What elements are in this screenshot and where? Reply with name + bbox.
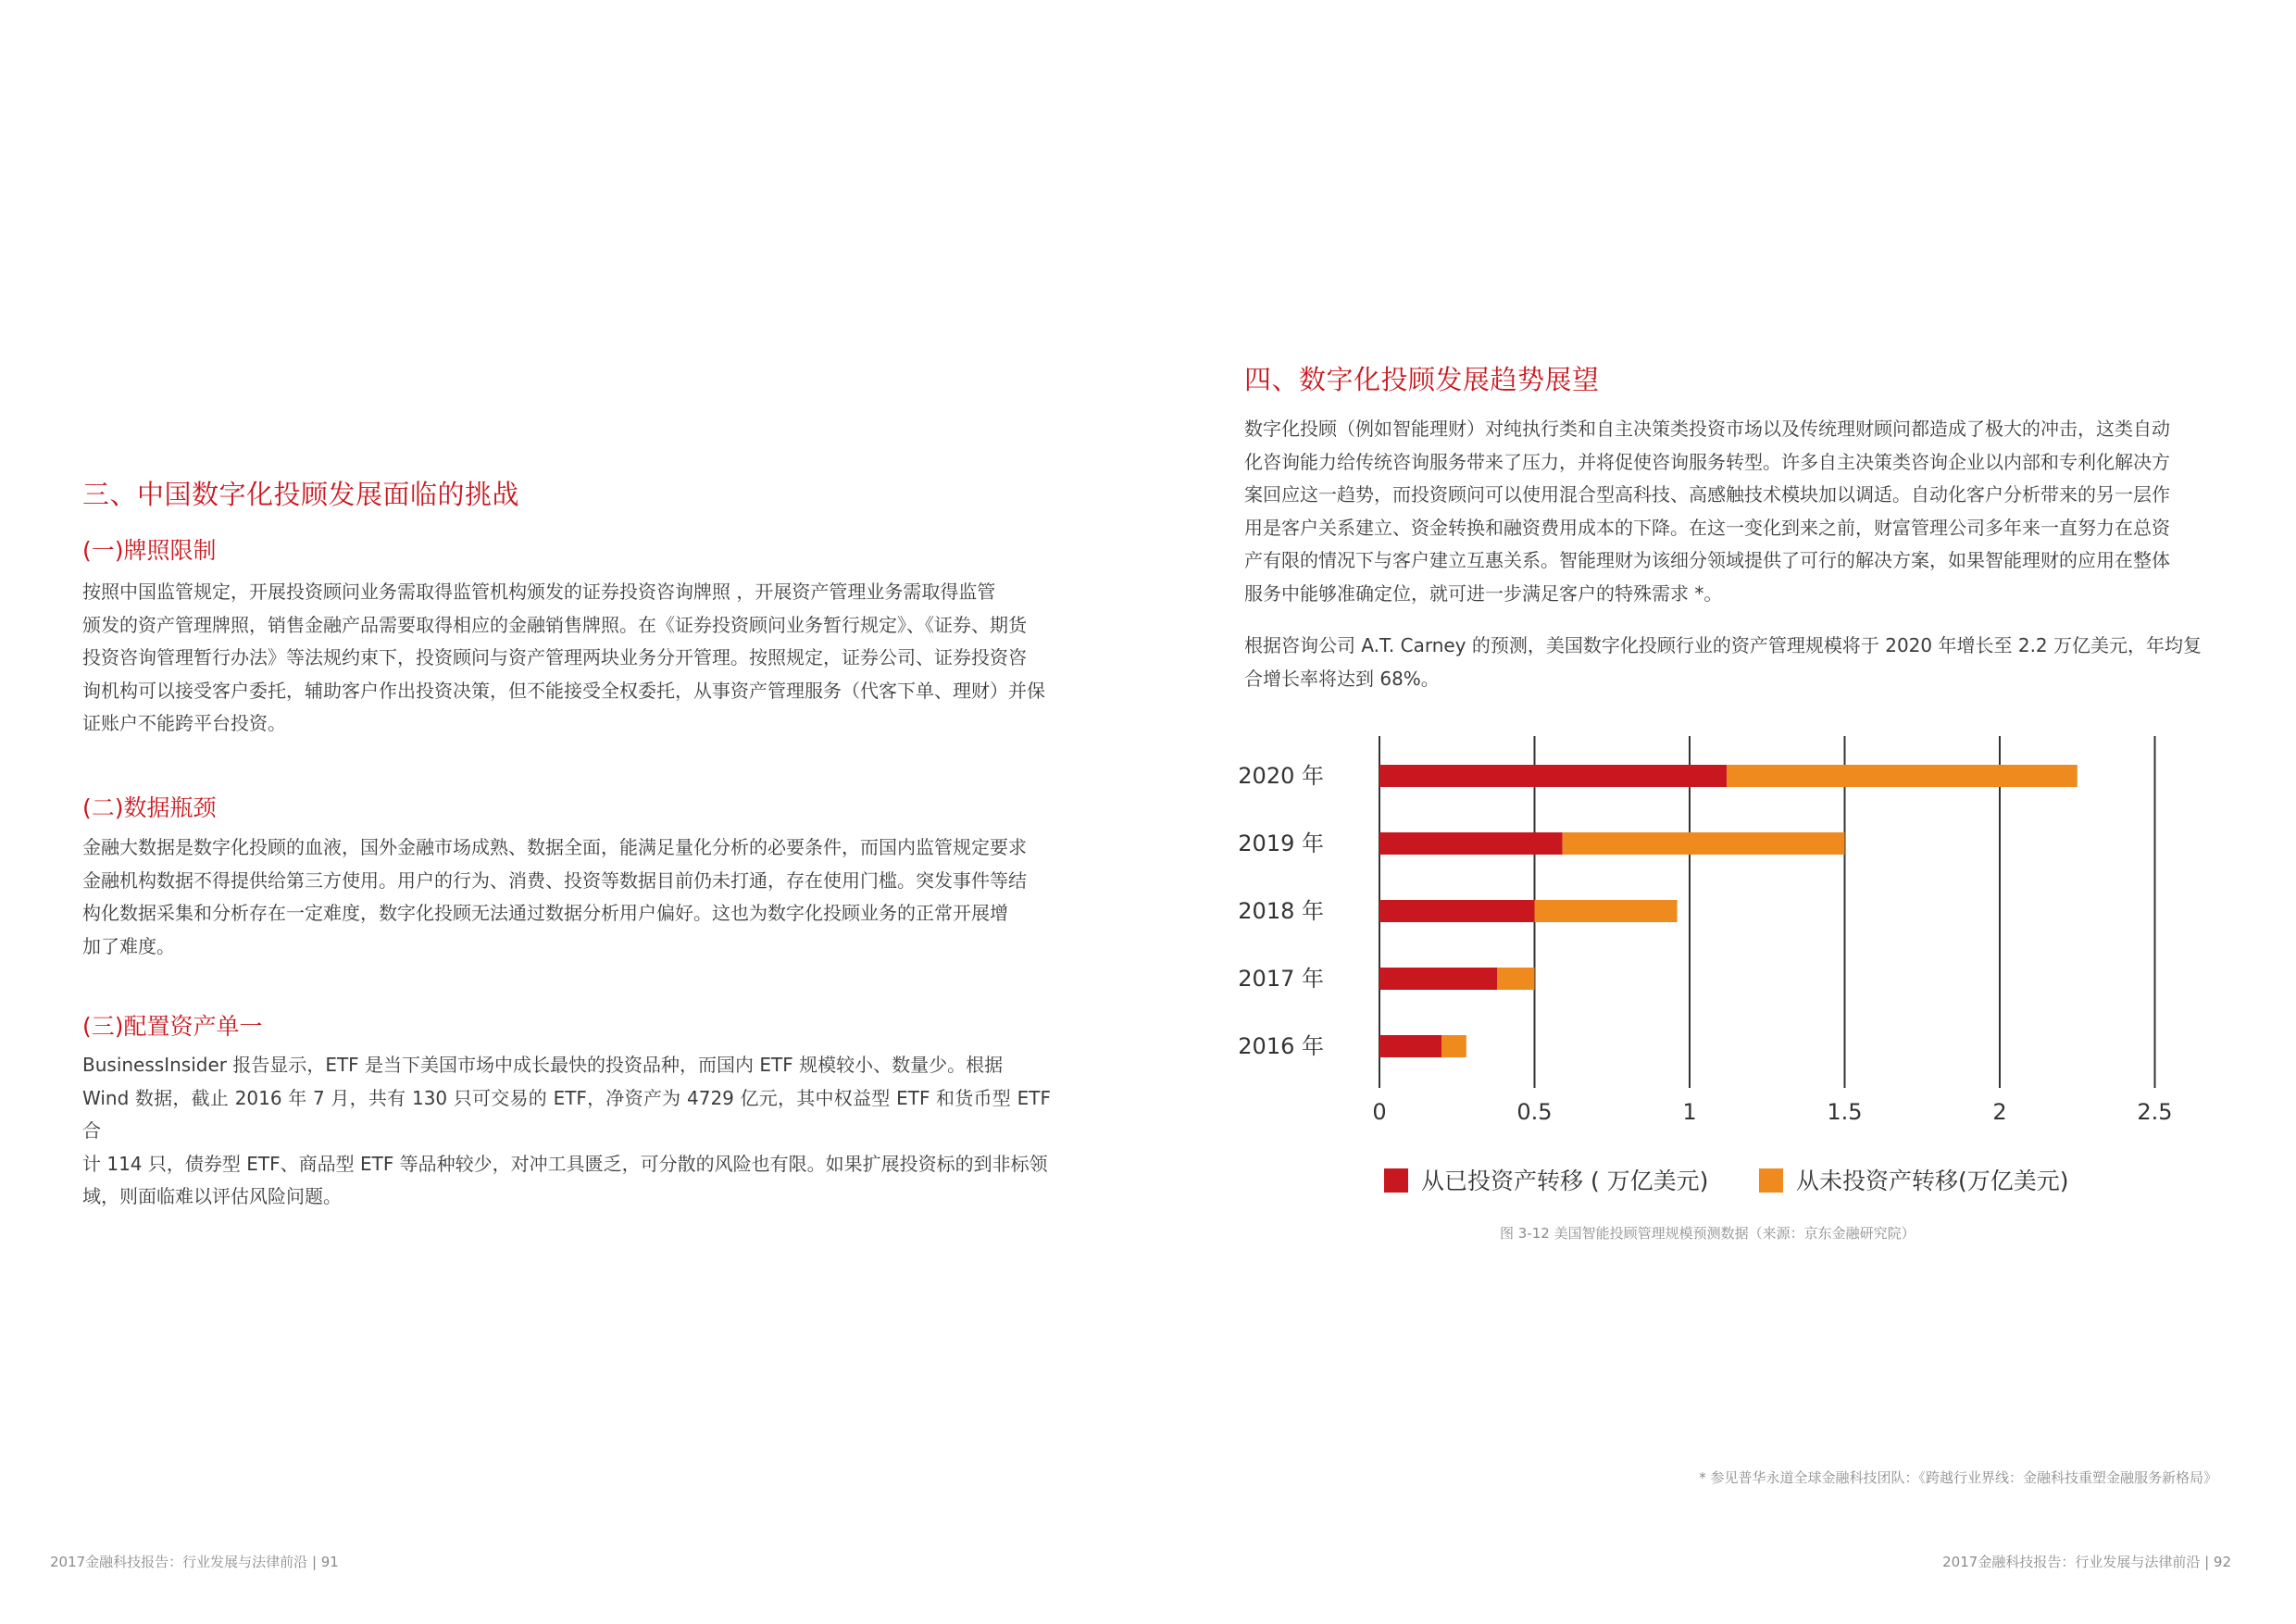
- bar-segment: [1441, 1035, 1466, 1057]
- sub1-title: (一)牌照限制: [82, 537, 217, 564]
- y-category-label: 2018 年: [1238, 898, 1324, 924]
- text-line: 化咨询能力给传统咨询服务带来了压力，并将促使咨询服务转型。许多自主决策类咨询企业以内部和专利化解决方: [1244, 450, 2170, 473]
- bar-segment: [1727, 765, 2078, 787]
- text-line: 用是客户关系建立、资金转换和融资费用成本的下降。在这一变化到来之前，财富管理公司多年来一直努力在总资: [1244, 516, 2170, 539]
- y-category-label: 2020 年: [1238, 763, 1324, 789]
- right-paragraph-2: [1244, 630, 2216, 695]
- bar-segment: [1379, 1035, 1441, 1057]
- legend-label: 从未投资产转移(万亿美元): [1796, 1168, 2069, 1194]
- text-line: 构化数据采集和分析存在一定难度，数字化投顾无法通过数据分析用户偏好。这也为数字化投顾业务的正常开展增: [82, 902, 1008, 924]
- figure-caption: 图 3-12 美国智能投顾管理规模预测数据（来源：京东金融研究院）: [1500, 1225, 1915, 1242]
- bar-segment: [1379, 765, 1727, 787]
- text-line: 服务中能够准确定位，就可进一步满足客户的特殊需求 *。: [1244, 581, 1723, 605]
- bar-chart: [1204, 722, 2222, 1222]
- sub2-title: (二)数据瓶颈: [82, 794, 217, 821]
- x-tick-label: 0.5: [1516, 1099, 1553, 1125]
- sub3-paragraph: [82, 1049, 1051, 1214]
- right-paragraph-1: [1244, 413, 2216, 610]
- sub2-paragraph: [82, 831, 1051, 963]
- sub1-paragraph: [82, 576, 1051, 741]
- sub3-title: (三)配置资产单一: [82, 1013, 263, 1040]
- footnote: * 参见普华永道全球金融科技团队：《跨越行业界线：金融科技重塑金融服务新格局》: [1699, 1469, 2217, 1486]
- y-category-label: 2019 年: [1238, 831, 1324, 856]
- text-line: 合增长率将达到 68%。: [1244, 667, 1440, 690]
- x-tick-label: 1: [1682, 1099, 1697, 1125]
- text-line: Wind 数据，截止 2016 年 7 月，共有 130 只可交易的 ETF，净资产为 4729 亿元，其中权益型 ETF 和货币型 ETF 合: [82, 1086, 1051, 1142]
- text-line: 数字化投顾（例如智能理财）对纯执行类和自主决策类投资市场以及传统理财顾问都造成了极大的冲击，这类自动: [1244, 418, 2170, 440]
- text-line: 按照中国监管规定，开展投资顾问业务需取得监管机构颁发的证券投资咨询牌照 ，开展资产管理业务需取得监管: [82, 581, 996, 603]
- text-line: 询机构可以接受客户委托，辅助客户作出投资决策，但不能接受全权委托，从事资产管理服务（代客下单、理财）并保: [82, 679, 1045, 702]
- text-line: 加了难度。: [82, 934, 175, 957]
- text-line: 金融大数据是数字化投顾的血液，国外金融市场成熟、数据全面，能满足量化分析的必要条件，而国内监管规定要求: [82, 836, 1027, 858]
- x-tick-label: 2: [1992, 1099, 2007, 1125]
- bar-chart-svg: [1204, 722, 2222, 1222]
- legend-swatch: [1384, 1168, 1408, 1193]
- x-tick-label: 0: [1372, 1099, 1387, 1125]
- x-tick-label: 2.5: [2137, 1099, 2173, 1125]
- y-category-label: 2016 年: [1238, 1033, 1324, 1059]
- x-tick-label: 1.5: [1827, 1099, 1863, 1125]
- text-line: 案回应这一趋势，而投资顾问可以使用混合型高科技、高感触技术模块加以调适。自动化客户分析带来的另一层作: [1244, 483, 2170, 506]
- bar-segment: [1379, 968, 1497, 990]
- y-category-label: 2017 年: [1238, 966, 1324, 992]
- left-page-footer: 2017金融科技报告：行业发展与法律前沿 | 91: [50, 1554, 339, 1570]
- text-line: BusinessInsider 报告显示，ETF 是当下美国市场中成长最快的投资品种，而国内 ETF 规模较小、数量少。根据: [82, 1054, 1004, 1076]
- legend-swatch: [1759, 1168, 1783, 1193]
- right-page-footer: 2017金融科技报告：行业发展与法律前沿 | 92: [1942, 1554, 2231, 1570]
- text-line: 根据咨询公司 A.T. Carney 的预测，美国数字化投顾行业的资产管理规模将于 2020 年增长至 2.2 万亿美元，年均复: [1244, 634, 2202, 656]
- left-section-title: 三、中国数字化投顾发展面临的挑战: [82, 479, 520, 510]
- right-section-title: 四、数字化投顾发展趋势展望: [1244, 364, 1600, 395]
- text-line: 产有限的情况下与客户建立互惠关系。智能理财为该细分领域提供了可行的解决方案，如果智能理财的应用在整体: [1244, 549, 2170, 571]
- bar-segment: [1535, 900, 1678, 922]
- bar-segment: [1379, 832, 1563, 855]
- bar-segment: [1497, 968, 1534, 990]
- text-line: 投资咨询管理暂行办法》等法规约束下，投资顾问与资产管理两块业务分开管理。按照规定，证券公司、证券投资咨: [82, 646, 1027, 668]
- text-line: 金融机构数据不得提供给第三方使用。用户的行为、消费、投资等数据目前仍未打通，存在使用门槛。突发事件等结: [82, 868, 1027, 892]
- legend-label: 从已投资产转移 ( 万亿美元): [1421, 1168, 1709, 1194]
- bar-segment: [1563, 832, 1845, 855]
- bar-segment: [1379, 900, 1535, 922]
- text-line: 计 114 只，债券型 ETF、商品型 ETF 等品种较少，对冲工具匮乏，可分散的风险也有限。如果扩展投资标的到非标领: [82, 1152, 1048, 1175]
- text-line: 证账户不能跨平台投资。: [82, 712, 286, 734]
- text-line: 颁发的资产管理牌照，销售金融产品需要取得相应的金融销售牌照。在《证券投资顾问业务暂行规定》、《证券、期货: [82, 613, 1027, 636]
- text-line: 域，则面临难以评估风险问题。: [82, 1185, 342, 1207]
